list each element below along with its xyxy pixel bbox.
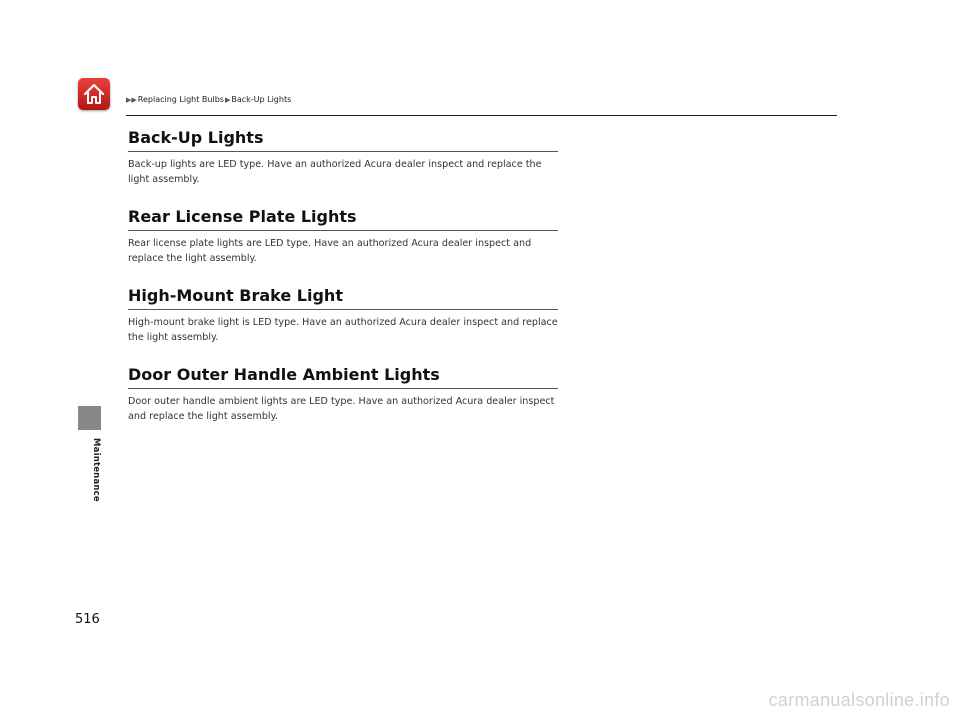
- section-body: Door outer handle ambient lights are LED type. Have an authorized Acura dealer inspect and replace the light assembly.: [128, 396, 555, 422]
- section-rear-license-plate-lights: [128, 207, 558, 266]
- section-title: Back-Up Lights: [128, 128, 558, 152]
- section-title: Door Outer Handle Ambient Lights: [128, 365, 558, 389]
- section-back-up-lights: [128, 128, 558, 187]
- section-title: Rear License Plate Lights: [128, 207, 558, 231]
- sidebar-tab[interactable]: [78, 406, 101, 430]
- breadcrumb-separator-icon: ▶: [224, 95, 231, 104]
- page-number: 516: [75, 612, 100, 627]
- section-high-mount-brake-light: [128, 286, 558, 345]
- page-content: [128, 128, 558, 444]
- home-button[interactable]: [78, 78, 110, 110]
- breadcrumb-arrow-icon: ▶▶: [126, 95, 137, 104]
- breadcrumb-link-replacing-light-bulbs[interactable]: Replacing Light Bulbs: [137, 95, 224, 104]
- breadcrumb: [126, 95, 291, 104]
- section-body: Back-up lights are LED type. Have an authorized Acura dealer inspect and replace the light assembly.: [128, 159, 542, 185]
- section-body: High-mount brake light is LED type. Have an authorized Acura dealer inspect and replace the light assembly.: [128, 317, 558, 343]
- section-door-outer-handle-ambient-lights: [128, 365, 558, 424]
- breadcrumb-current: Back-Up Lights: [231, 95, 292, 104]
- sidebar-section-label: Maintenance: [91, 438, 101, 502]
- section-body: Rear license plate lights are LED type. Have an authorized Acura dealer inspect and replace the light assembly.: [128, 238, 532, 264]
- home-icon: [81, 81, 107, 107]
- watermark: carmanualsonline.info: [768, 690, 950, 710]
- header-divider: [126, 115, 837, 116]
- section-title: High-Mount Brake Light: [128, 286, 558, 310]
